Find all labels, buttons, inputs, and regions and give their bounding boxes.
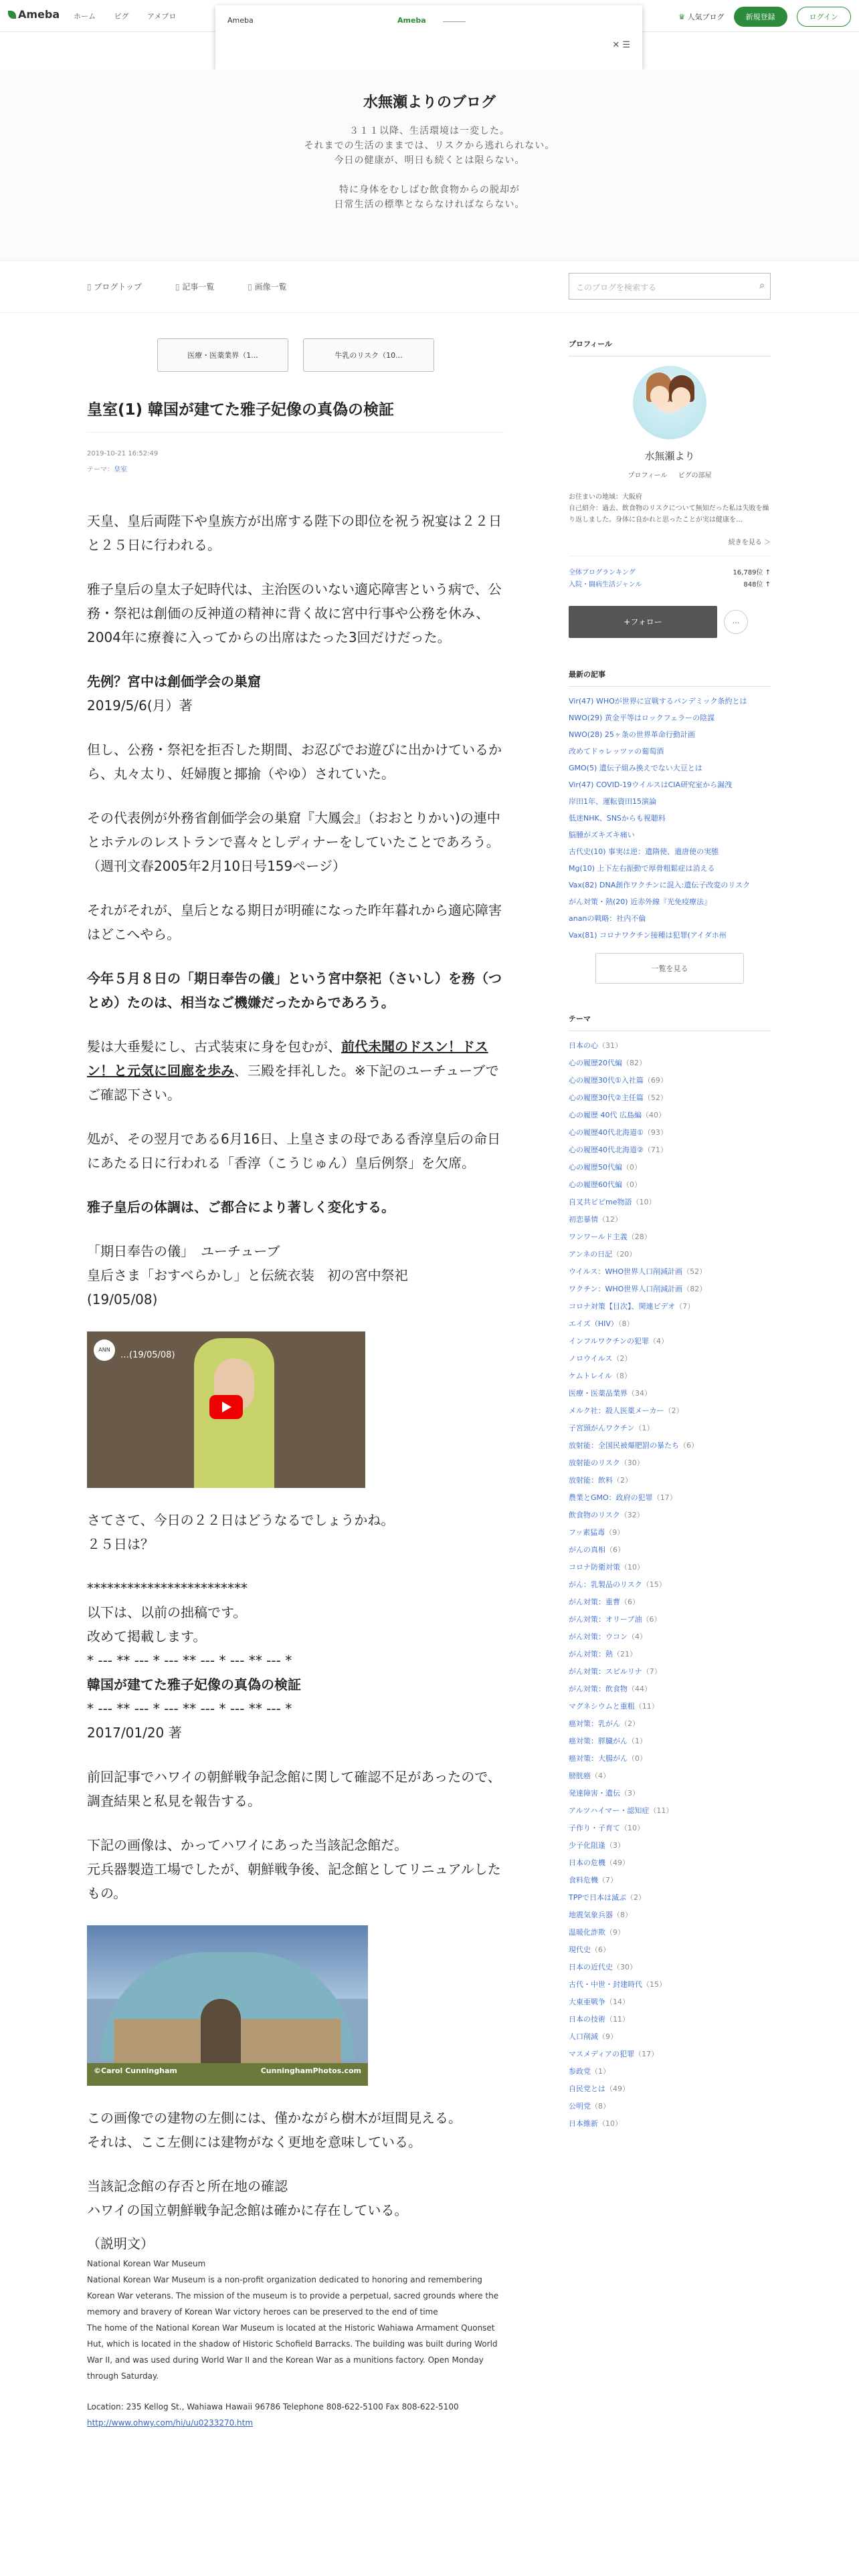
theme-item[interactable]: ノロウイルス（2） <box>569 1354 632 1363</box>
recent-article-item[interactable]: ananの戦略：社内不倫 <box>569 914 646 923</box>
theme-item[interactable]: コロナ対策【目次】、関連ビデオ（7） <box>569 1302 695 1311</box>
theme-item[interactable]: 心の履歴 40代 広島編（40） <box>569 1111 666 1119</box>
theme-item[interactable]: 自民党とは（49） <box>569 2084 630 2093</box>
popup-left-text: Ameba <box>227 16 254 25</box>
more-options-icon[interactable]: … <box>724 610 748 634</box>
theme-item[interactable]: 公明党（8） <box>569 2102 610 2111</box>
theme-item[interactable]: 心の履歴50代編（0） <box>569 1163 642 1172</box>
article-meta <box>87 446 504 478</box>
paragraph: さてさて、今日の２２日はどうなるでしょうかね。 ２５日は？ <box>87 1512 395 1552</box>
paragraph: 下記の画像は、かってハワイにあった当該記念館だ。 元兵器製造工場でしたが、朝鮮戦争後、記念館としてリニュアルしたもの。 <box>87 1837 501 1901</box>
theme-item[interactable]: 心の履歴40代北海道②（71） <box>569 1146 668 1154</box>
theme-item[interactable]: 放射能のリスク（30） <box>569 1459 644 1467</box>
theme-item[interactable]: 大東亜戦争（14） <box>569 1998 630 2006</box>
recent-article-item[interactable]: 脳腫がズキズキ痛い <box>569 831 635 839</box>
play-icon[interactable] <box>209 1395 243 1419</box>
top-right <box>678 7 851 27</box>
subnav-article-list[interactable]: ▯ 記事一覧 <box>175 282 214 292</box>
theme-item[interactable]: 放射能：全国民被爆肥罰の暴たち（6） <box>569 1441 698 1450</box>
rank-overall-link[interactable]: 全体ブログランキング <box>569 569 636 576</box>
popular-blog-link[interactable]: ♛ 人気ブログ <box>678 13 725 21</box>
search-icon[interactable]: ⌕ <box>759 280 765 291</box>
profile-link[interactable]: プロフィール <box>628 472 668 479</box>
theme-list <box>569 1013 771 2129</box>
sidebar <box>569 338 771 2136</box>
category-milk[interactable]: 牛乳のリスク（10... <box>303 338 434 372</box>
paragraph: 先例？宮中は創価学会の巣窟 2019/5/6(月）著 <box>87 673 261 714</box>
theme-item[interactable]: 農業とGMO：政府の犯罪（17） <box>569 1493 677 1502</box>
paragraph: （説明文） <box>87 2236 154 2252</box>
profile-links <box>569 469 771 479</box>
themes-heading: テーマ <box>569 1013 771 1031</box>
recent-article-item[interactable]: Mg(10) 上下左右振動で厚骨粗鬆症は消える <box>569 864 715 873</box>
theme-item[interactable]: 癌対策：乳がん（2） <box>569 1719 640 1728</box>
museum-description: National Korean War Museum National Korean War Museum is a non-profit organization dedicated to honoring and remembering Korean War veterans. The mission of the museum is to provide a perpetual, sacred grounds where the memory and bravery of Korean War victory heroes can be preserved to the end of time The home of the National Korean War Museum is located at the Historic Wahiawa Armament Quonset Hut, which is located in the shadow of Historic Schofield Barracks. The building was built during World War II, and was used during World War II and the Korean War as a munitions factory. Open Monday through Saturday. <box>87 2259 499 2381</box>
theme-item[interactable]: アンネの日記（20） <box>569 1250 637 1259</box>
recent-articles <box>569 669 771 984</box>
theme-item[interactable]: がん対策：スピルリナ（7） <box>569 1667 662 1676</box>
article-date: 2019-10-21 16:52:49 <box>87 450 159 457</box>
paragraph: 雅子皇后の皇太子妃時代は、主治医のいない適応障害という病で、公務・祭祀は創価の反神道の精神に背く故に宮中行事や公務を休み、2004年に療養に入ってからの出席はたった3回だけだった。 <box>87 581 502 645</box>
theme-item[interactable]: アルツハイマー・認知症（11） <box>569 1806 674 1815</box>
theme-item[interactable]: 温暖化詐欺（9） <box>569 1928 625 1937</box>
theme-item[interactable]: 食料危機（7） <box>569 1876 617 1885</box>
paragraph: 当該記念館の存否と所在地の確認 ハワイの国立朝鮮戦争記念館は確かに存在している。 <box>87 2178 408 2218</box>
recent-article-item[interactable]: 古代史(10) 事実は逆：遺隋使、遣唐使の実態 <box>569 847 719 856</box>
blog-description: ３１１以降、生活環境は一変した。 それまでの生活のままでは、リスクから逃れられない。 今日の健康が、明日も続くとは限らない。 特に身体をむしばむ飲食物からの脱却が 日常生活の標準とならなければならない。 <box>304 126 555 210</box>
recent-article-item[interactable]: がん対策・熱(20) 近赤外線『光免疫療法』 <box>569 897 712 906</box>
theme-item[interactable]: がん対策：重曹（6） <box>569 1598 640 1606</box>
ad-popup <box>215 5 642 70</box>
crown-icon: ♛ <box>678 13 686 21</box>
paragraph: 天皇、皇后両陛下や皇族方が出席する陛下の即位を祝う祝宴は２２日と２５日に行われる。 <box>87 513 502 553</box>
recent-article-item[interactable]: Vax(82) DNA創作ワクチンに混入:遺伝子改変のリスク <box>569 881 751 889</box>
theme-label: テーマ： <box>87 466 114 473</box>
paragraph: 「期日奉告の儀」 ユーチューブ 皇后さま「おすべらかし」と伝統衣装 初の宮中祭祀 (19/05/08) <box>87 1243 408 1307</box>
paragraph: 但し、公務・祭祀を拒否した期間、お忍びでお遊びに出かけているから、丸々太り、妊婦腹と揶揄（やゆ）されていた。 <box>87 742 502 782</box>
nav-pigg[interactable]: ピグ <box>114 12 129 21</box>
blog-subnav <box>0 261 859 313</box>
recent-article-item[interactable]: Vax(81) コロナワクチン接種は犯罪(アイダホ州 <box>569 931 727 940</box>
museum-photo <box>87 1925 368 2086</box>
theme-item[interactable]: TPPで日本は滅ぶ（2） <box>569 1893 646 1902</box>
museum-link[interactable]: http://www.ohwy.com/hi/u/u0233270.htm <box>87 2418 254 2428</box>
theme-item[interactable]: 少子化阻逢（3） <box>569 1841 625 1850</box>
subnav-blog-top[interactable]: ▯ ブログトップ <box>87 282 142 292</box>
popup-underline <box>443 21 466 22</box>
theme-item[interactable]: 心の履歴30代①入社篇（69） <box>569 1076 668 1085</box>
theme-item[interactable]: 飲食物のリスク（32） <box>569 1511 644 1519</box>
theme-item[interactable]: がんの真相（6） <box>569 1545 625 1554</box>
paragraph: その代表例が外務省創価学会の巣窟『大鳳会』（おおとりかい)の連中とホテルのレストランで喜々としディナーをしていたことであろう。（週刊文春2005年2月10日号159ページ） <box>87 810 500 874</box>
paragraph: 雅子皇后の体調は、ご都合により著しく変化する。 <box>87 1199 395 1215</box>
theme-item[interactable]: 心の履歴40代北海道①（93） <box>569 1128 668 1137</box>
rank-genre-link[interactable]: 入院・闘病生活ジャンル <box>569 581 642 588</box>
photo-credit: ©Carol Cunningham <box>94 2066 177 2075</box>
category-buttons <box>87 338 504 372</box>
paragraph: それがそれが、皇后となる期日が明確になった昨年暮れから適応障害はどこへやら。 <box>87 902 502 942</box>
list-more-button[interactable]: 一覧を見る <box>595 953 744 984</box>
theme-item[interactable]: 現代史（6） <box>569 1945 610 1954</box>
paragraph: ************************ 以下は、以前の拙稿です。 改めて掲載します。 * --- ** --- * --- ** --- * --- ** --- * 韓国が建てた雅子妃像の真偽の検証 * --- ** --- * --- ** --- * --- ** --- * 2017/01/20 著 <box>87 1580 301 1741</box>
signup-button[interactable]: 新規登録 <box>734 7 787 27</box>
recent-article-item[interactable]: GMO(5) 遺伝子組み換えでない大豆とは <box>569 764 702 772</box>
theme-item[interactable]: 医療・医薬品業界（34） <box>569 1389 652 1398</box>
theme-item[interactable]: 子宮頸がんワクチン（1） <box>569 1424 654 1432</box>
bold-heading: 先例？宮中は創価学会の巣窟 <box>87 673 261 689</box>
theme-item[interactable]: マグネシウムと重粗（11） <box>569 1702 659 1711</box>
nav-ameblo[interactable]: アメブロ <box>147 12 177 21</box>
nav-home[interactable]: ホーム <box>74 12 96 21</box>
article-body <box>87 509 504 2431</box>
profile-intro: お住まいの地域：大阪府 自己紹介：過去、飲食物のリスクについて無知だった私は失敗を繰り返しました。身体に良かれと思ったことが実は健康を… <box>569 494 769 524</box>
theme-item[interactable]: 初恋暴情（12） <box>569 1215 622 1224</box>
theme-link[interactable]: 皇室 <box>114 466 127 473</box>
photo-credit-site: CunninghamPhotos.com <box>260 2066 361 2075</box>
article-main <box>87 338 504 2431</box>
popup-right-text[interactable]: Ameba <box>397 16 426 25</box>
top-nav <box>74 11 192 21</box>
theme-item[interactable]: 地震気象兵器（8） <box>569 1911 632 1919</box>
ranking: 全体ブログランキング 16,789位 ↑ 入院・闘病生活ジャンル 848位 ↑ <box>569 567 771 591</box>
theme-item[interactable]: 心の履歴20代編（82） <box>569 1059 646 1067</box>
recent-article-item[interactable]: 改めてドゥレッツァの葡萄酒 <box>569 747 664 756</box>
profile-heading: プロフィール <box>569 338 771 356</box>
recent-heading: 最新の記事 <box>569 669 771 687</box>
theme-item[interactable]: がん対策：ウコン（4） <box>569 1632 647 1641</box>
theme-item[interactable]: 発達障害・遺伝（3） <box>569 1789 640 1798</box>
theme-item[interactable]: 自叉共ピピme物語（10） <box>569 1198 656 1206</box>
theme-item[interactable]: 日本の技術（11） <box>569 2015 630 2024</box>
theme-item[interactable]: 心の履歴60代編（0） <box>569 1180 642 1189</box>
theme-item[interactable]: 癌対策：膵臓がん（1） <box>569 1737 647 1745</box>
theme-item[interactable]: 日本の心（31） <box>569 1041 622 1050</box>
leaf-icon <box>8 11 16 19</box>
follow-button[interactable]: +フォロー <box>569 606 717 638</box>
theme-item[interactable]: マスメディアの犯罪（17） <box>569 2050 659 2058</box>
theme-item[interactable]: 放射能：飲料（2） <box>569 1476 632 1485</box>
read-more-link[interactable]: 続きを見る ＞ <box>569 536 771 556</box>
category-medical[interactable]: 医療・医薬業界（1... <box>157 338 288 372</box>
video-title: …(19/05/08) <box>120 1350 175 1360</box>
theme-item[interactable]: 子作り・子育て（10） <box>569 1824 644 1832</box>
login-button[interactable]: ログイン <box>797 7 851 27</box>
theme-item[interactable]: ワクチン：WHO世界人口削減計画（82） <box>569 1285 707 1293</box>
theme-item[interactable]: がん：乳製品のリスク（15） <box>569 1580 666 1589</box>
paragraph: この画像での建物の左側には、僅かながら樹木が垣間見える。 それは、ここ左側には建物がなく更地を意味している。 <box>87 2110 462 2150</box>
theme-item[interactable]: コロナ防衛対策（10） <box>569 1563 644 1572</box>
youtube-video-embed[interactable] <box>87 1331 365 1488</box>
recent-article-item[interactable]: 岸田1年、運転資田15演論 <box>569 797 656 806</box>
recent-article-item[interactable]: NWO(29) 黄金平等はロックフェラーの陰謀 <box>569 714 715 722</box>
subnav-image-list[interactable]: ▯ 画像一覧 <box>248 282 286 292</box>
blog-header <box>0 70 859 261</box>
channel-icon: ANN <box>94 1339 115 1361</box>
paragraph: 髪は大垂髪にし、古式装束に身を包むが、前代未聞のドスン！ドスン！と元気に回廊を歩み、三殿を拝礼した。※下記のユーチューブでご確認下さい。 <box>87 1039 499 1103</box>
theme-item[interactable]: がん対策：オリーブ油（6） <box>569 1615 662 1624</box>
blog-search-input[interactable]: このブログを検索する ⌕ <box>569 273 771 300</box>
blog-title[interactable]: 水無瀬よりのブログ <box>363 94 496 111</box>
theme-item[interactable]: 日本の近代史（30） <box>569 1963 637 1971</box>
recent-article-item[interactable]: Vir(47) COVID-19ウイルスはCIA研究室から漏洩 <box>569 780 733 789</box>
theme-item[interactable]: ワンワールド主義（28） <box>569 1232 652 1241</box>
theme-item[interactable]: フッ素猛毒（9） <box>569 1528 625 1537</box>
profile-name[interactable]: 水無瀬より <box>644 450 695 462</box>
theme-item[interactable]: 膀胱癌（4） <box>569 1772 610 1780</box>
paragraph: 今年５月８日の「期日奉告の儀」という宮中祭祀（さいし）を務（つとめ）たのは、相当なご機嫌だったからであろう。 <box>87 970 502 1010</box>
avatar[interactable] <box>633 366 706 439</box>
theme-item[interactable]: インフルワクチンの犯罪（4） <box>569 1337 669 1346</box>
paragraph: 処が、その翌月である6月16日、上皇さまの母である香淳皇后の命日にあたる日に行われる「香淳（こうじゅん）皇后例祭」を欠席。 <box>87 1131 501 1171</box>
theme-item[interactable]: メルク社：殺人医薬メーカー（2） <box>569 1406 684 1415</box>
underlined-text: 前代未聞のドスン！ドスン！と元気に回廊を歩み <box>87 1039 488 1079</box>
paragraph: 前回記事でハワイの朝鮮戦争記念館に関して確認不足があったので、調査結果と私見を報告する。 <box>87 1769 501 1809</box>
ameba-logo[interactable]: Ameba <box>8 8 60 21</box>
theme-item[interactable]: がん対策：飲食物（44） <box>569 1685 652 1693</box>
recent-article-item[interactable]: NWO(28) 25ヶ条の世界革命行動計画 <box>569 730 695 739</box>
article-title: 皇室(1) 韓国が建てた雅子妃像の真偽の検証 <box>87 399 504 433</box>
theme-item[interactable]: 日本維新（10） <box>569 2119 622 2128</box>
recent-article-item[interactable]: Vir(47) WHOが世界に宣戦するパンデミック条約とは <box>569 697 747 706</box>
theme-item[interactable]: 古代・中世・封建時代（15） <box>569 1980 666 1989</box>
popup-close-icon[interactable]: ✕ ☰ <box>612 40 630 50</box>
theme-item[interactable]: 癌対策：大腸がん（0） <box>569 1754 647 1763</box>
theme-item[interactable]: 心の履歴30代②主任篇（52） <box>569 1093 668 1102</box>
pigg-room-link[interactable]: ピグの部屋 <box>678 472 712 479</box>
theme-item[interactable]: 日本の危機（49） <box>569 1858 630 1867</box>
theme-item[interactable]: 人口削減（9） <box>569 2032 617 2041</box>
recent-article-item[interactable]: 低迷NHK、SNSからも視聴料 <box>569 814 666 823</box>
bold-heading: 韓国が建てた雅子妃像の真偽の検証 <box>87 1677 301 1693</box>
theme-item[interactable]: ウイルス：WHO世界人口削減計画（52） <box>569 1267 707 1276</box>
museum-location: Location: 235 Kellog St., Wahiawa Hawaii 96786 Telephone 808-622-5100 Fax 808-622-5100 <box>87 2402 459 2411</box>
theme-item[interactable]: がん対策：熱（21） <box>569 1650 637 1658</box>
theme-item[interactable]: ケムトレイル（8） <box>569 1372 632 1380</box>
theme-item[interactable]: エイズ（HIV）（8） <box>569 1319 634 1328</box>
theme-item[interactable]: 参政党（1） <box>569 2067 610 2076</box>
